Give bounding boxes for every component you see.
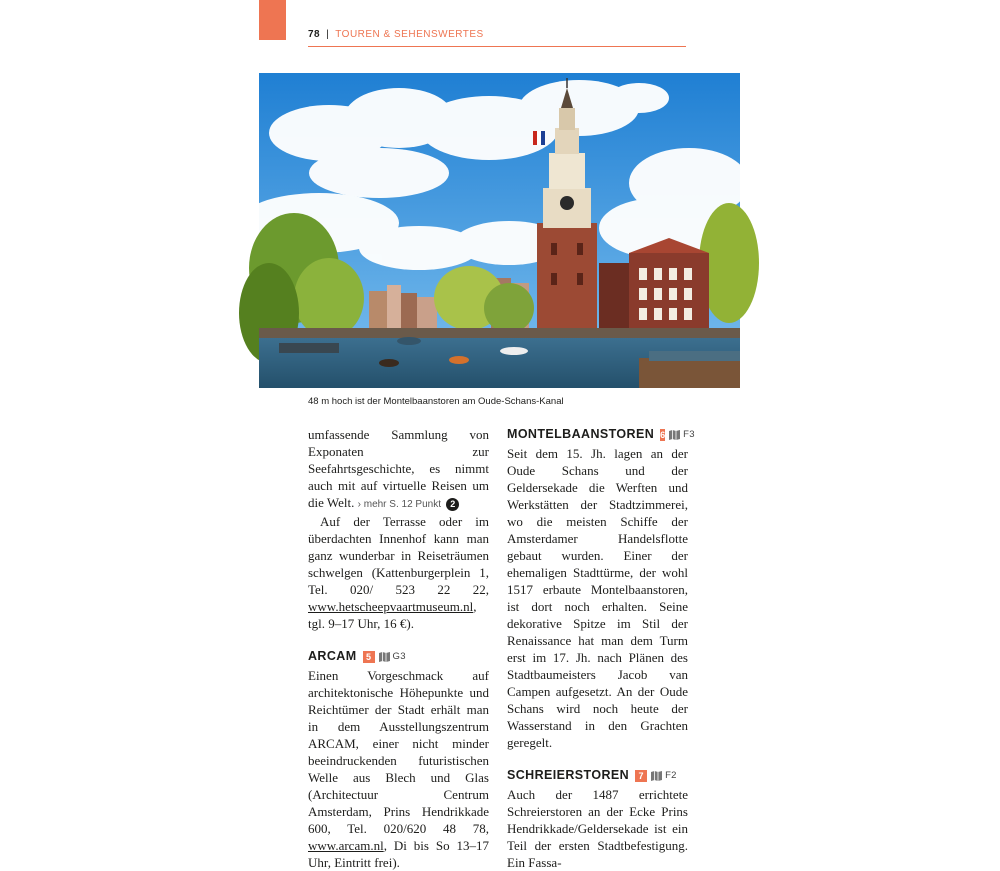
montelbaanstoren-title: MONTELBAANSTOREN — [507, 427, 655, 441]
montelbaanstoren-number-badge: 6 — [660, 429, 666, 440]
montelbaanstoren-heading — [507, 426, 695, 443]
schreierstoren-number-badge: 7 — [635, 770, 647, 782]
terrace-paragraph — [308, 513, 489, 632]
page-number: 78 — [308, 29, 321, 40]
map-icon — [379, 652, 390, 662]
header-separator: | — [326, 29, 330, 40]
arcam-text-end: , Di bis So 13–17 Uhr, Eintritt frei). — [308, 838, 489, 870]
schreierstoren-heading — [507, 767, 688, 784]
schreierstoren-paragraph: Auch der 1487 errichtete Schreierstoren an der Ecke Prins Hendrikkade/Geldersekade ist ein Teil der ersten Stadtbefestigung. Ein Fassa- — [507, 787, 688, 870]
arcam-grid-ref: G3 — [392, 651, 406, 662]
montelbaanstoren-grid-ref: F3 — [683, 429, 695, 440]
terrace-text-end: , tgl. 9–17 Uhr, 16 €). — [308, 599, 477, 631]
arcam-paragraph — [308, 667, 489, 871]
arcam-number-badge: 5 — [363, 651, 375, 663]
right-column — [507, 426, 695, 871]
arcam-link[interactable]: www.arcam.nl — [308, 838, 384, 853]
intro-paragraph — [308, 426, 489, 513]
photo-caption: 48 m hoch ist der Montelbaanstoren am Oude-Schans-Kanal — [308, 396, 564, 407]
intro-text: umfassende Sammlung von Exponaten zur Seefahrtsgeschichte, es nimmt auch mit auf virtuelle Reisen um die Welt. — [308, 427, 489, 510]
scheepvaartmuseum-link[interactable]: www.hetscheepvaartmuseum.nl — [308, 599, 474, 614]
map-icon — [651, 771, 662, 781]
section-title: TOUREN & SEHENSWERTES — [335, 29, 484, 40]
left-column — [308, 426, 489, 871]
crossref-link[interactable]: › mehr S. 12 Punkt — [357, 499, 441, 510]
map-icon — [669, 430, 680, 440]
arcam-title: ARCAM — [308, 649, 357, 663]
running-header — [308, 29, 686, 47]
crossref-number-badge: 2 — [446, 498, 459, 511]
schreierstoren-title: SCHREIERSTOREN — [507, 768, 630, 782]
schreierstoren-grid-ref: F2 — [665, 770, 677, 781]
arcam-text: Einen Vorgeschmack auf architektonische Höhepunkte und Reichtümer der Stadt erhält man in dem Ausstellungszentrum ARCAM, einer nicht minder beeindruckenden futuristischen Welle aus Blech und Glas (Architectuur Centrum Amsterdam, Prins Hendrikkade 600, Tel. 020/620 48 78, — [308, 668, 489, 836]
montelbaanstoren-paragraph: Seit dem 15. Jh. lagen an der Oude Schans und der Geldersekade die Werften und Werkstätten der Stadtzimmerei, wo die meisten Schiffe der Amsterdamer Handelsflotte gebaut wurden. Einer der ehemaligen Stadttürme, der wohl 1517 erbaute Montelbaanstoren, ist dort noch erhalten. Seine dekorative Spitze im Stil der Renaissance hat man dem Turm erst im 17. Jh. nach Plänen des Stadtbaumeisters Jacob van Campen aufgesetzt. An der Oude Schans wird noch heute der Wasserstand in den Grachten geregelt. — [507, 446, 688, 750]
terrace-text: Auf der Terrasse oder im überdachten Innenhof kann man ganz wunderbar in Reiseträumen schwelgen (Kattenburgerplein 1, Tel. 020/ 523 22 22, — [308, 514, 489, 597]
arcam-heading — [308, 648, 489, 665]
montelbaanstoren-photo — [259, 73, 740, 388]
section-tab-marker — [259, 0, 286, 40]
